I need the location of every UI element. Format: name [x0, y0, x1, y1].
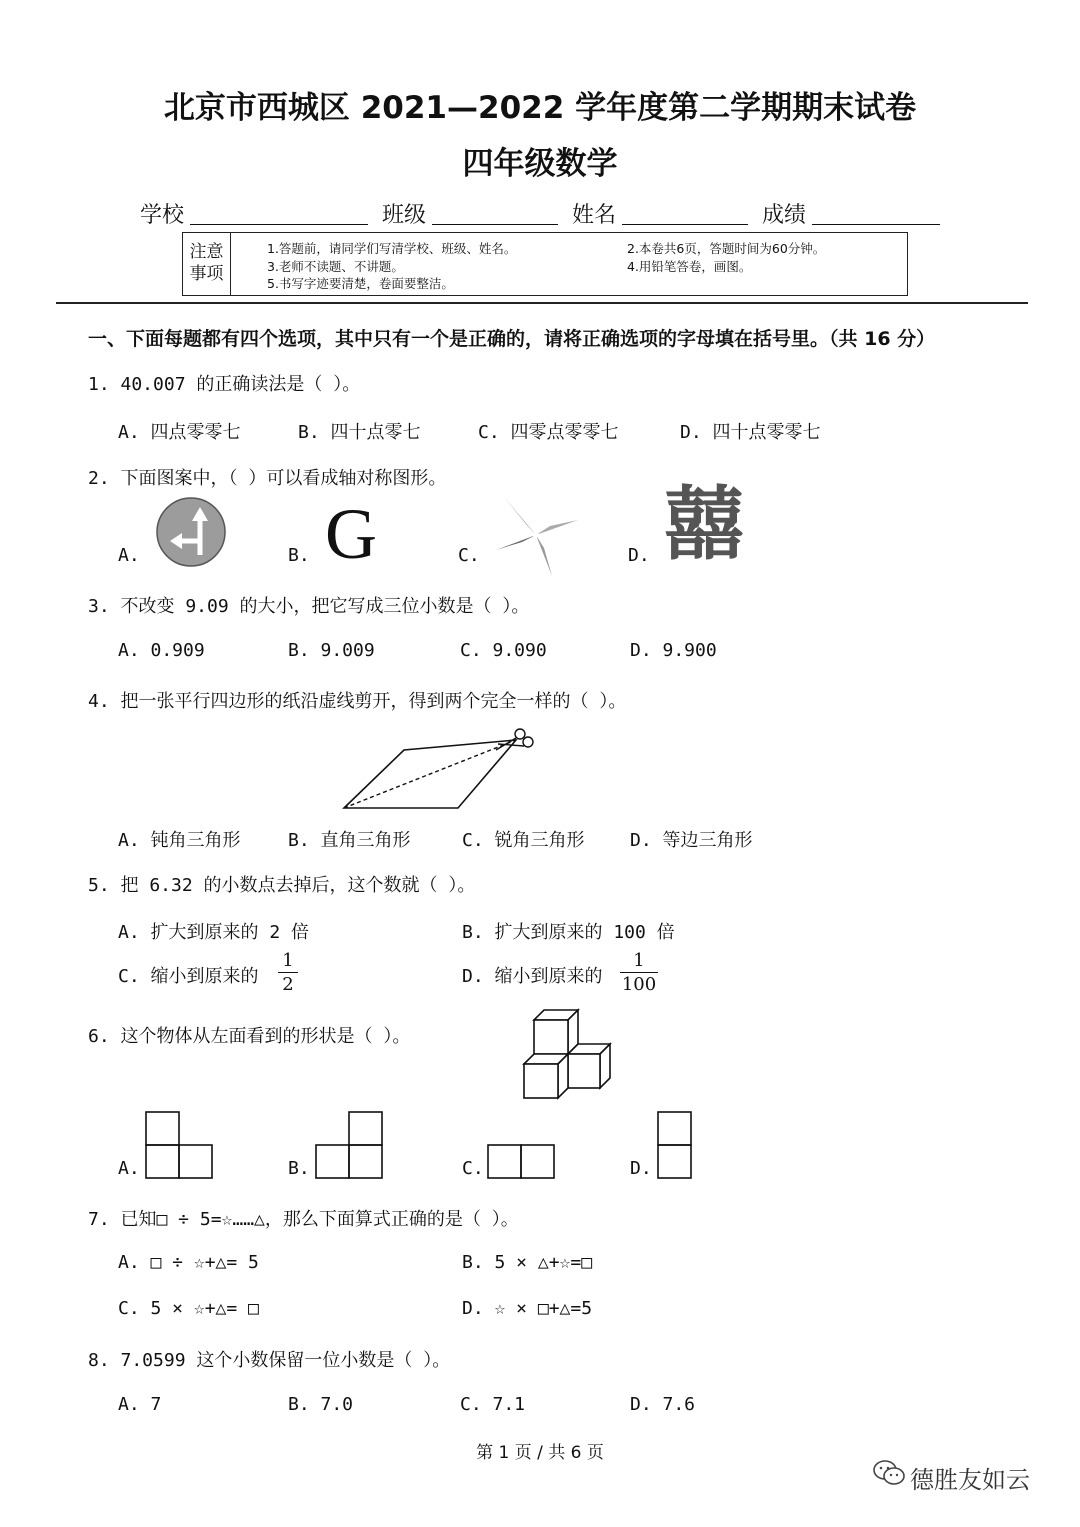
q5-option-b[interactable]: B. 扩大到原来的 100 倍: [462, 922, 675, 943]
q6-shape-a: [144, 1110, 214, 1180]
q6-option-d[interactable]: D.: [630, 1158, 652, 1179]
notice-label-line1: 注意: [189, 242, 224, 262]
q2-option-c[interactable]: C.: [458, 545, 480, 566]
q2-option-b[interactable]: B.: [288, 545, 310, 566]
q5-fraction-d-den: 100: [621, 974, 657, 995]
q7-option-a[interactable]: A. □ ÷ ☆+△= 5: [118, 1252, 259, 1273]
q8-option-c[interactable]: C. 7.1: [460, 1394, 526, 1415]
q3-option-b[interactable]: B. 9.009: [288, 640, 375, 661]
q4-stem: 4. 把一张平行四边形的纸沿虚线剪开，得到两个完全一样的（ ）。: [88, 691, 627, 712]
q2-option-d[interactable]: D.: [628, 545, 650, 566]
q1-option-c[interactable]: C. 四零点零零七: [478, 422, 619, 443]
q1-option-b[interactable]: B. 四十点零七: [298, 422, 421, 443]
notice-item-3: 3.老师不读题、不讲题。: [267, 259, 404, 274]
q4-option-c[interactable]: C. 锐角三角形: [462, 830, 585, 851]
q6-stem: 6. 这个物体从左面看到的形状是（ ）。: [88, 1026, 411, 1047]
q4-option-a[interactable]: A. 钝角三角形: [118, 830, 241, 851]
q3-stem: 3. 不改变 9.09 的大小，把它写成三位小数是（ ）。: [88, 596, 530, 617]
header-divider: [56, 302, 1028, 304]
letter-g-icon: G: [325, 494, 377, 574]
score-label: 成绩: [762, 203, 807, 228]
q4-option-b[interactable]: B. 直角三角形: [288, 830, 411, 851]
q6-shape-d: [656, 1110, 693, 1180]
q6-option-a[interactable]: A.: [118, 1158, 140, 1179]
notice-item-4: 4.用铅笔答卷，画图。: [627, 259, 752, 274]
notice-box: [182, 232, 908, 296]
q5-fraction-c-num: 1: [282, 950, 294, 971]
q1-stem: 1. 40.007 的正确读法是（ ）。: [88, 374, 361, 395]
score-blank[interactable]: [812, 224, 940, 225]
turn-sign-icon: [156, 497, 228, 567]
name-label: 姓名: [572, 203, 617, 228]
q6-option-b[interactable]: B.: [288, 1158, 310, 1179]
notice-label-line2: 事项: [189, 264, 224, 284]
name-blank[interactable]: [622, 224, 748, 225]
scissors-icon: [496, 729, 533, 750]
q6-shape-b: [314, 1110, 384, 1180]
q5-option-a[interactable]: A. 扩大到原来的 2 倍: [118, 922, 310, 943]
q1-option-a[interactable]: A. 四点零零七: [118, 422, 241, 443]
parallelogram-figure: [340, 722, 540, 814]
q5-stem: 5. 把 6.32 的小数点去掉后，这个数就（ ）。: [88, 875, 476, 896]
q5-option-c[interactable]: C. 缩小到原来的: [118, 966, 259, 987]
q6-shape-c: [486, 1143, 556, 1180]
q8-stem: 8. 7.0599 这个小数保留一位小数是（ ）。: [88, 1350, 451, 1371]
double-happiness-icon: 囍: [664, 478, 744, 571]
q3-option-a[interactable]: A. 0.909: [118, 640, 205, 661]
q5-fraction-d-num: 1: [633, 950, 645, 971]
q2-option-a[interactable]: A.: [118, 545, 140, 566]
q2-stem: 2. 下面图案中，（ ）可以看成轴对称图形。: [88, 468, 447, 489]
q5-fraction-c: [278, 950, 298, 995]
q7-option-b[interactable]: B. 5 × △+☆=□: [462, 1252, 593, 1273]
pinwheel-icon: [492, 492, 582, 578]
q5-fraction-c-den: 2: [282, 974, 294, 995]
q8-option-b[interactable]: B. 7.0: [288, 1394, 354, 1415]
q7-option-c[interactable]: C. 5 × ☆+△= □: [118, 1298, 259, 1319]
notice-label: [183, 233, 231, 295]
q8-option-a[interactable]: A. 7: [118, 1394, 162, 1415]
q1-option-d[interactable]: D. 四十点零零七: [680, 422, 821, 443]
cube-stack-figure: [520, 1008, 614, 1100]
q5-option-d[interactable]: D. 缩小到原来的: [462, 966, 603, 987]
notice-item-2: 2.本卷共6页，答题时间为60分钟。: [627, 241, 826, 256]
page-number: 第 1 页 / 共 6 页: [476, 1443, 604, 1463]
q5-fraction-d: [620, 950, 658, 995]
section1-title: 一、下面每题都有四个选项，其中只有一个是正确的，请将正确选项的字母填在括号里。（共 16 分）: [88, 328, 936, 350]
q4-option-d[interactable]: D. 等边三角形: [630, 830, 753, 851]
notice-item-5: 5.书写字迹要清楚，卷面要整洁。: [267, 276, 454, 291]
q7-option-d[interactable]: D. ☆ × □+△=5: [462, 1298, 593, 1319]
exam-title: 北京市西城区 2021—2022 学年度第二学期期末试卷: [163, 90, 917, 126]
q8-option-d[interactable]: D. 7.6: [630, 1394, 696, 1415]
q6-option-c[interactable]: C.: [462, 1158, 484, 1179]
watermark-text: 德胜友如云: [910, 1466, 1030, 1494]
notice-item-1: 1.答题前，请同学们写清学校、班级、姓名。: [267, 241, 517, 256]
q7-stem: 7. 已知□ ÷ 5=☆……△，那么下面算式正确的是（ ）。: [88, 1209, 519, 1230]
school-blank[interactable]: [190, 224, 368, 225]
class-label: 班级: [382, 203, 427, 228]
q3-option-d[interactable]: D. 9.900: [630, 640, 717, 661]
q3-option-c[interactable]: C. 9.090: [460, 640, 547, 661]
school-label: 学校: [140, 203, 185, 228]
class-blank[interactable]: [432, 224, 558, 225]
exam-subtitle: 四年级数学: [462, 146, 618, 182]
wechat-icon: [872, 1458, 906, 1488]
